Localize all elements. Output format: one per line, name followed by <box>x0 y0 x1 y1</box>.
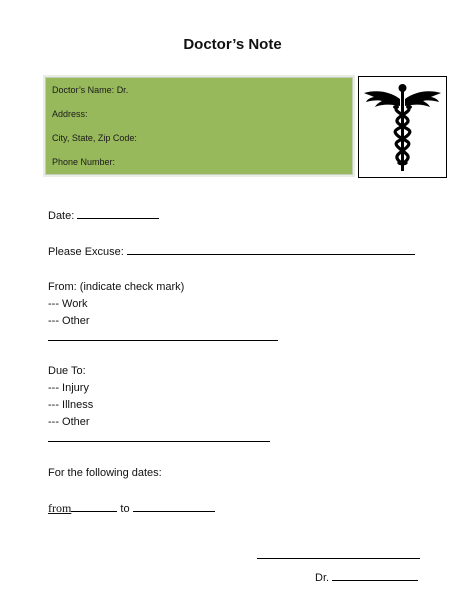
phone-number-label: Phone Number: <box>52 157 116 167</box>
due-section <box>48 363 93 431</box>
due-option-illness[interactable]: --- Illness <box>48 399 94 411</box>
logo-box <box>358 76 447 178</box>
caduceus-icon <box>361 79 444 175</box>
doctor-signature-field <box>315 570 418 584</box>
range-from-label: from <box>48 501 72 515</box>
doctor-name-label: Doctor’s Name: Dr. <box>52 85 129 95</box>
excuse-label: Please Excuse: <box>48 246 124 258</box>
signature-line[interactable] <box>257 558 420 559</box>
from-option-other[interactable]: --- Other <box>48 315 90 327</box>
from-heading: From: (indicate check mark) <box>48 281 185 293</box>
doctor-info-box <box>45 77 353 175</box>
date-label: Date: <box>48 210 75 222</box>
from-option-work[interactable]: --- Work <box>48 298 88 310</box>
dr-name-blank[interactable] <box>332 570 418 581</box>
due-option-other[interactable]: --- Other <box>48 416 90 428</box>
due-heading: Due To: <box>48 365 86 377</box>
due-option-injury[interactable]: --- Injury <box>48 382 89 394</box>
range-to-blank[interactable] <box>133 501 215 512</box>
date-field <box>48 208 159 222</box>
date-blank[interactable] <box>77 208 159 219</box>
page-title: Doctor’s Note <box>183 36 282 53</box>
address-label: Address: <box>52 109 88 119</box>
due-divider <box>48 441 270 442</box>
range-from-blank[interactable] <box>71 501 117 512</box>
dr-label: Dr. <box>315 572 330 584</box>
city-state-zip-label: City, State, Zip Code: <box>52 133 137 143</box>
dates-heading: For the following dates: <box>48 467 162 479</box>
excuse-blank[interactable] <box>127 244 415 255</box>
from-divider <box>48 340 278 341</box>
from-section <box>48 279 184 330</box>
date-range-field <box>48 501 215 516</box>
range-to-label: to <box>120 503 130 515</box>
excuse-field <box>48 244 415 258</box>
